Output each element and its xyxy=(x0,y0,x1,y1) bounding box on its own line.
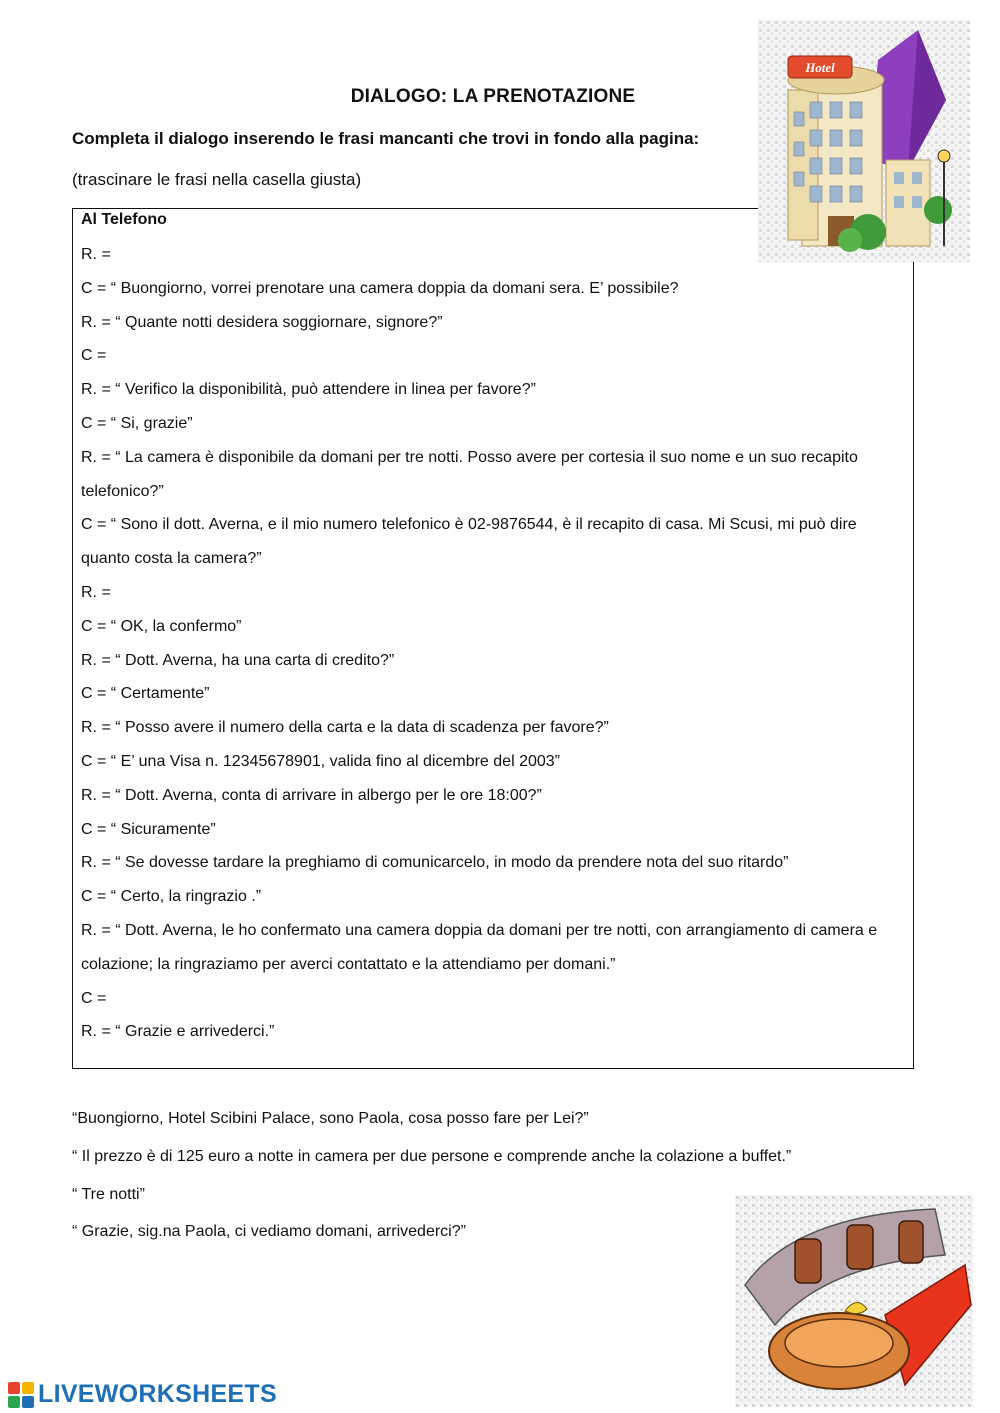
dialogue-line: R. = “ Dott. Averna, conta di arrivare in albergo per le ore 18:00?” xyxy=(81,786,542,804)
dialogue-line[interactable]: R. = xyxy=(81,246,111,263)
dialogue-line: R. = “ Se dovesse tardare la preghiamo di comunicarcelo, in modo da prendere nota del suo ritardo” xyxy=(81,854,789,872)
dialogue-line: R. = “ Verifico la disponibilità, può attendere in linea per favore?” xyxy=(81,381,536,399)
page-title: DIALOGO: LA PRENOTAZIONE xyxy=(350,86,636,107)
dialogue-lines xyxy=(81,238,909,1049)
dialogue-line: R. = “ La camera è disponibile da domani per tre notti. Posso avere per cortesia il suo nome e un suo recapito telefonico?” xyxy=(81,448,858,500)
dialogue-line: C = “ Buongiorno, vorrei prenotare una camera doppia da domani sera. E’ possibile? xyxy=(81,279,679,297)
dialogue-line: R. = “ Quante notti desidera soggiornare, signore?” xyxy=(81,313,443,331)
dialogue-line: R. = “ Dott. Averna, le ho confermato una camera doppia da domani per tre notti, con arrangiamento di camera e colazione; la ringraziamo per averci contattato e la attendiamo per domani.” xyxy=(81,921,878,973)
dialogue-line[interactable]: C = xyxy=(81,347,107,365)
draggable-phrase[interactable]: “Buongiorno, Hotel Scibini Palace, sono Paola, cosa posso fare per Lei?” xyxy=(72,1110,589,1127)
dialogue-line: R. = “ Posso avere il numero della carta e la data di scadenza per favore?” xyxy=(81,719,609,737)
hotel-sign-text: Hotel xyxy=(805,60,835,75)
dialogue-line[interactable]: R. = xyxy=(81,583,111,601)
dialogue-line: C = “ Si, grazie” xyxy=(81,414,193,432)
logo-icon xyxy=(8,1382,34,1408)
dialogue-line: R. = “ Dott. Averna, ha una carta di credito?” xyxy=(81,651,395,669)
dialogue-line: C = “ Sicuramente” xyxy=(81,820,216,838)
dialogue-line: C = “ Certamente” xyxy=(81,685,210,703)
hotel-clipart xyxy=(758,20,970,262)
restaurant-clipart xyxy=(735,1195,973,1407)
dialogue-line: C = “ Certo, la ringrazio .” xyxy=(81,888,262,906)
instructions: Completa il dialogo inserendo le frasi mancanti che trovi in fondo alla pagina: xyxy=(72,129,700,148)
dialogue-heading: Al Telefono xyxy=(81,211,167,228)
liveworksheets-logo xyxy=(8,1380,277,1409)
draggable-phrase[interactable]: “ Il prezzo è di 125 euro a notte in camera per due persone e comprende anche la colazione a buffet.” xyxy=(72,1147,792,1165)
draggable-phrase[interactable]: “ Grazie, sig.na Paola, ci vediamo domani, arrivederci?” xyxy=(72,1223,466,1241)
dialogue-line: C = “ OK, la confermo” xyxy=(81,617,242,635)
dialogue-line: C = “ Sono il dott. Averna, e il mio numero telefonico è 02-9876544, è il recapito di casa. Mi Scusi, mi può dire quanto costa la camera?” xyxy=(81,516,857,568)
logo-text: LIVEWORKSHEETS xyxy=(38,1380,277,1408)
sub-instructions: (trascinare le frasi nella casella giusta) xyxy=(72,170,362,189)
dialogue-line: R. = “ Grazie e arrivederci.” xyxy=(81,1023,275,1041)
dialogue-line: C = “ E’ una Visa n. 12345678901, valida fino al dicembre del 2003” xyxy=(81,752,560,770)
draggable-phrase[interactable]: “ Tre notti” xyxy=(72,1185,145,1203)
dialogue-line[interactable]: C = xyxy=(81,989,107,1007)
